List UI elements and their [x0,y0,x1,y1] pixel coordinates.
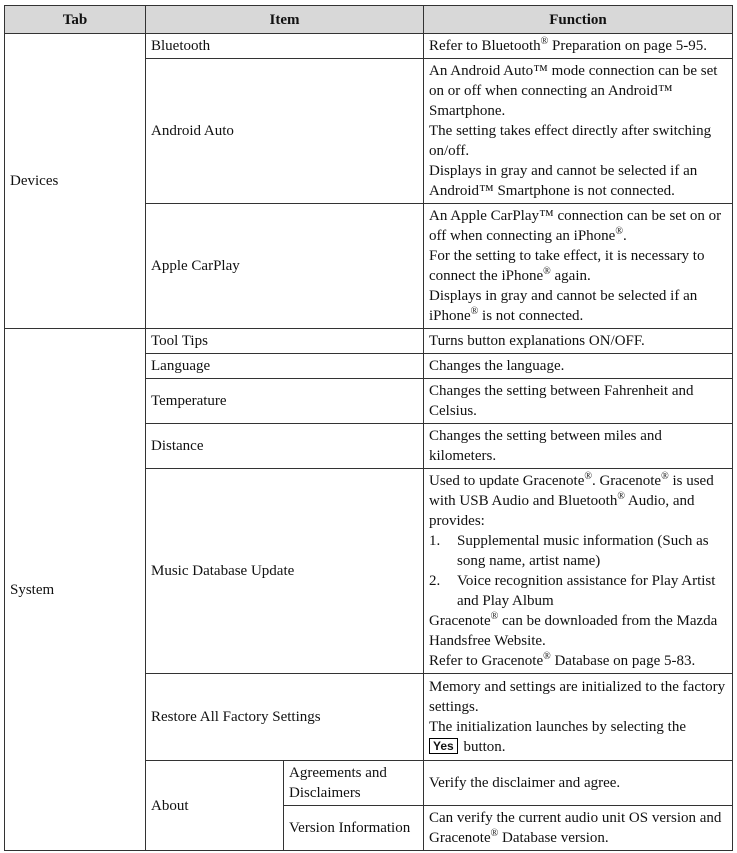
function-bluetooth: Refer to Bluetooth® Preparation on page 5-95. [424,34,733,59]
item-temperature: Temperature [146,379,424,424]
item-distance: Distance [146,424,424,469]
item-tool-tips: Tool Tips [146,329,424,354]
item-bluetooth: Bluetooth [146,34,424,59]
list-item: 2. Voice recognition assistance for Play Artist and Play Album [429,573,716,609]
function-agreements-and-disclaimers: Verify the disclaimer and agree. [424,761,733,806]
table-row [5,329,733,354]
function-distance: Changes the setting between miles and kilometers. [424,424,733,469]
item-restore-all-factory-settings: Restore All Factory Settings [146,674,424,761]
item-version-information: Version Information [284,806,424,851]
header-item: Item [146,6,424,34]
function-language: Changes the language. [424,354,733,379]
item-agreements-and-disclaimers: Agreements and Disclaimers [284,761,424,806]
function-android-auto: An Android Auto™ mode connection can be set on or off when connecting an Android™ Smartphone. The setting takes effect directly after switching on/off. Displays in gray and cannot be selected if an Android™ Smartphone is not connected. [424,59,733,204]
item-music-database-update: Music Database Update [146,469,424,674]
function-tool-tips: Turns button explanations ON/OFF. [424,329,733,354]
yes-button-graphic: Yes [429,738,458,754]
tab-system: System [5,329,146,851]
header-tab: Tab [5,6,146,34]
item-android-auto: Android Auto [146,59,424,204]
function-version-information: Can verify the current audio unit OS version and Gracenote® Database version. [424,806,733,851]
function-apple-carplay: An Apple CarPlay™ connection can be set on or off when connecting an iPhone®. For the setting to take effect, it is necessary to connect the iPhone® again. Displays in gray and cannot be selected if an iPhone® is not connected. [424,204,733,329]
tab-devices: Devices [5,34,146,329]
function-temperature: Changes the setting between Fahrenheit and Celsius. [424,379,733,424]
list-item: 1. Supplemental music information (Such as song name, artist name) [429,533,709,569]
settings-table [4,5,733,851]
item-about: About [146,761,284,851]
header-function: Function [424,6,733,34]
function-music-database-update: Used to update Gracenote®. Gracenote® is used with USB Audio and Bluetooth® Audio, and provides: 1. Supplemental music information (Such as song name, artist name) 2. Voice recognition assistance for Play Artist and Play Album Gracenote® can be downloaded from the Mazda Handsfree Website. Refer to Gracenote® Database on page 5-83. [424,469,733,674]
table-row [5,34,733,59]
item-language: Language [146,354,424,379]
header-row [5,6,733,34]
item-apple-carplay: Apple CarPlay [146,204,424,329]
function-restore-all-factory-settings: Memory and settings are initialized to the factory settings. The initialization launches by selecting the Yes button. [424,674,733,761]
